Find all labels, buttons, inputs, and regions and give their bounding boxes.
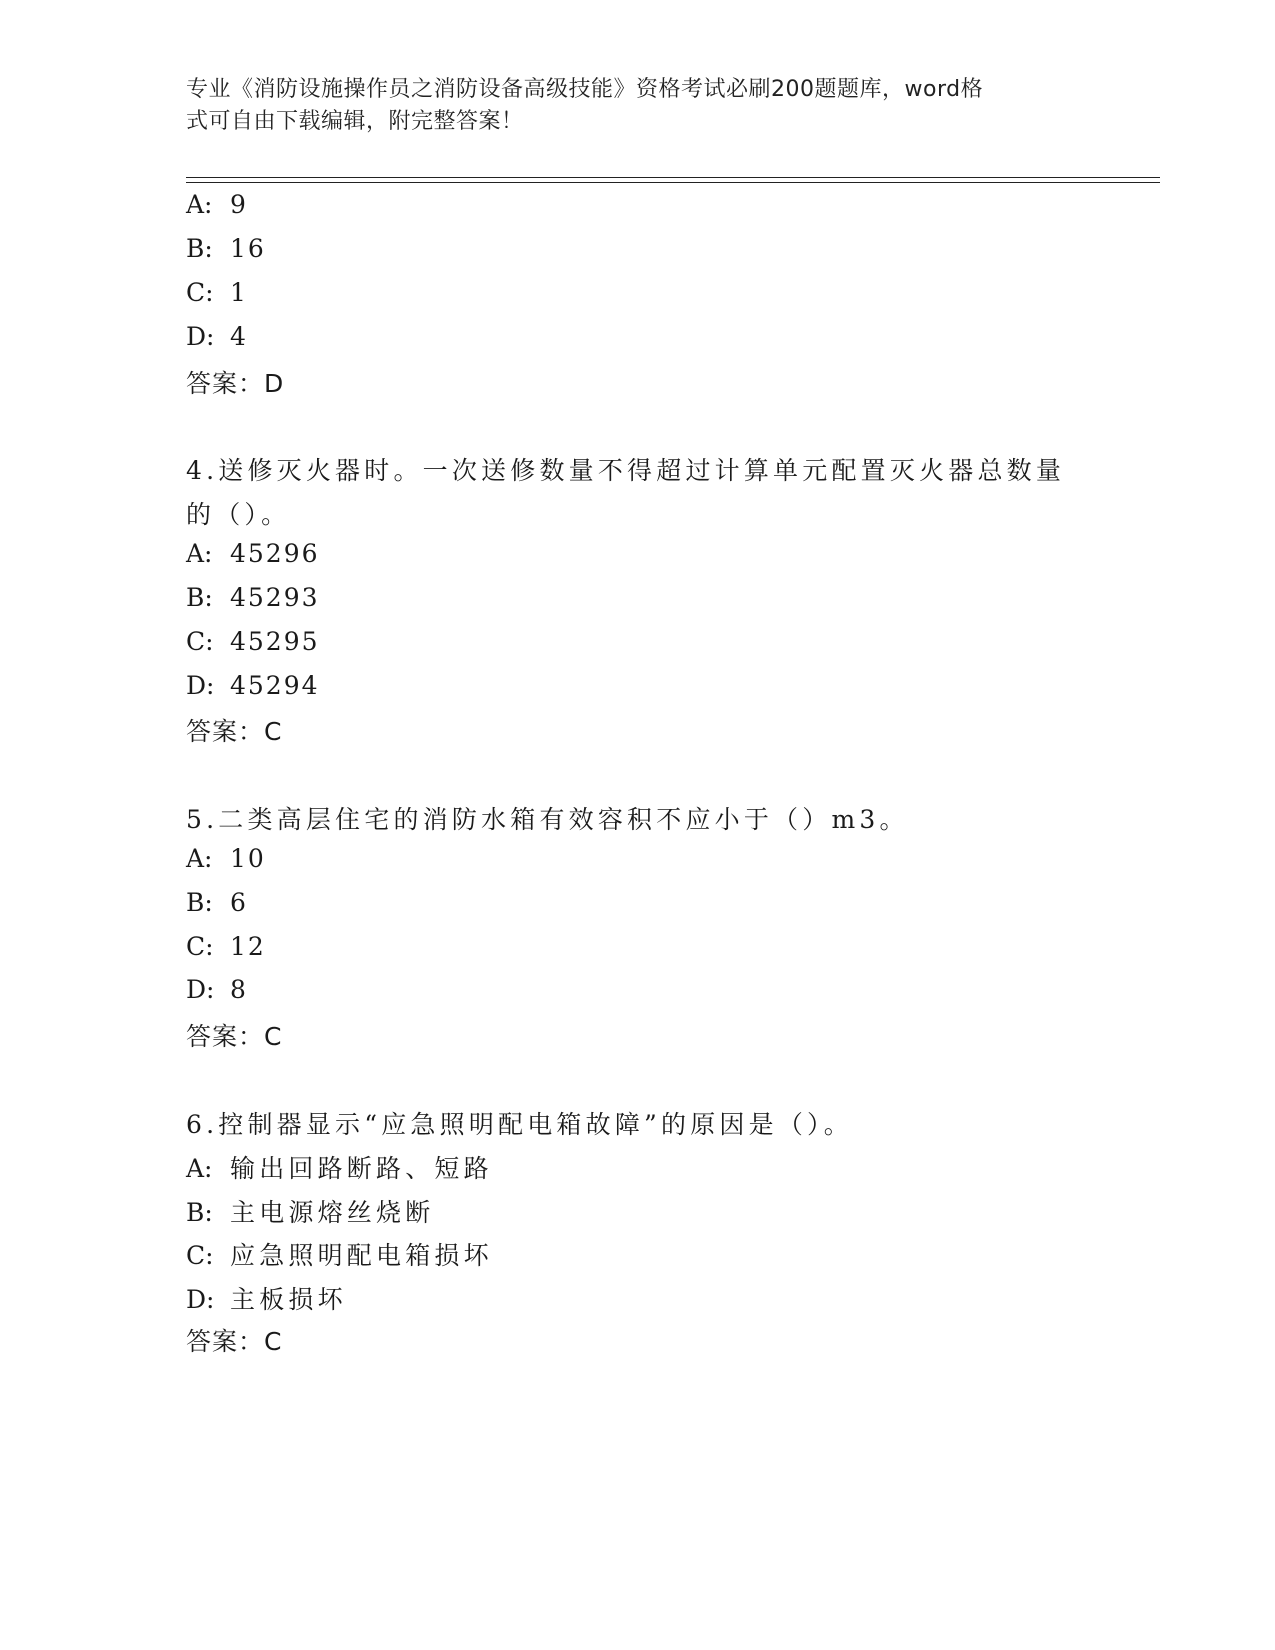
q6-option-d: D: 主板损坏	[186, 1285, 347, 1314]
q4-option-d: D: 45294	[186, 671, 320, 700]
header-divider-bottom	[186, 182, 1160, 183]
q6-option-c: C: 应急照明配电箱损坏	[186, 1241, 493, 1270]
q4-option-c: C: 45295	[186, 627, 320, 656]
q3-option-b: B: 16	[186, 234, 266, 263]
q4-option-a: A: 45296	[186, 539, 320, 568]
header-divider-top	[186, 177, 1160, 178]
q6-option-a: A: 输出回路断路、短路	[186, 1154, 493, 1183]
q4-option-b: B: 45293	[186, 583, 320, 612]
q5-option-d: D: 8	[186, 975, 248, 1004]
q5-option-c: C: 12	[186, 932, 266, 961]
document-header	[186, 74, 1066, 138]
q5-option-a: A: 10	[186, 844, 266, 873]
header-line-1: 专业《消防设施操作员之消防设备高级技能》资格考试必刷200题题库，word格	[186, 77, 984, 102]
q4-answer: 答案：C	[186, 717, 283, 746]
q6-text-line-1: 6.控制器显示“应急照明配电箱故障”的原因是（）。	[186, 1110, 853, 1139]
header-line-2: 式可自由下载编辑，附完整答案！	[186, 109, 524, 134]
q3-option-c: C: 1	[186, 278, 248, 307]
q6-answer: 答案：C	[186, 1327, 283, 1356]
q5-answer: 答案：C	[186, 1022, 283, 1051]
q3-answer: 答案：D	[186, 369, 285, 398]
q5-text-line-1: 5.二类高层住宅的消防水箱有效容积不应小于（）m3。	[186, 805, 909, 834]
q4-text-line-1: 4.送修灭火器时。一次送修数量不得超过计算单元配置灭火器总数量	[186, 456, 1066, 485]
q3-option-a: A: 9	[186, 190, 248, 219]
q3-option-d: D: 4	[186, 322, 248, 351]
q5-option-b: B: 6	[186, 888, 248, 917]
q6-option-b: B: 主电源熔丝烧断	[186, 1198, 435, 1227]
q4-text-line-2: 的（）。	[186, 500, 291, 529]
